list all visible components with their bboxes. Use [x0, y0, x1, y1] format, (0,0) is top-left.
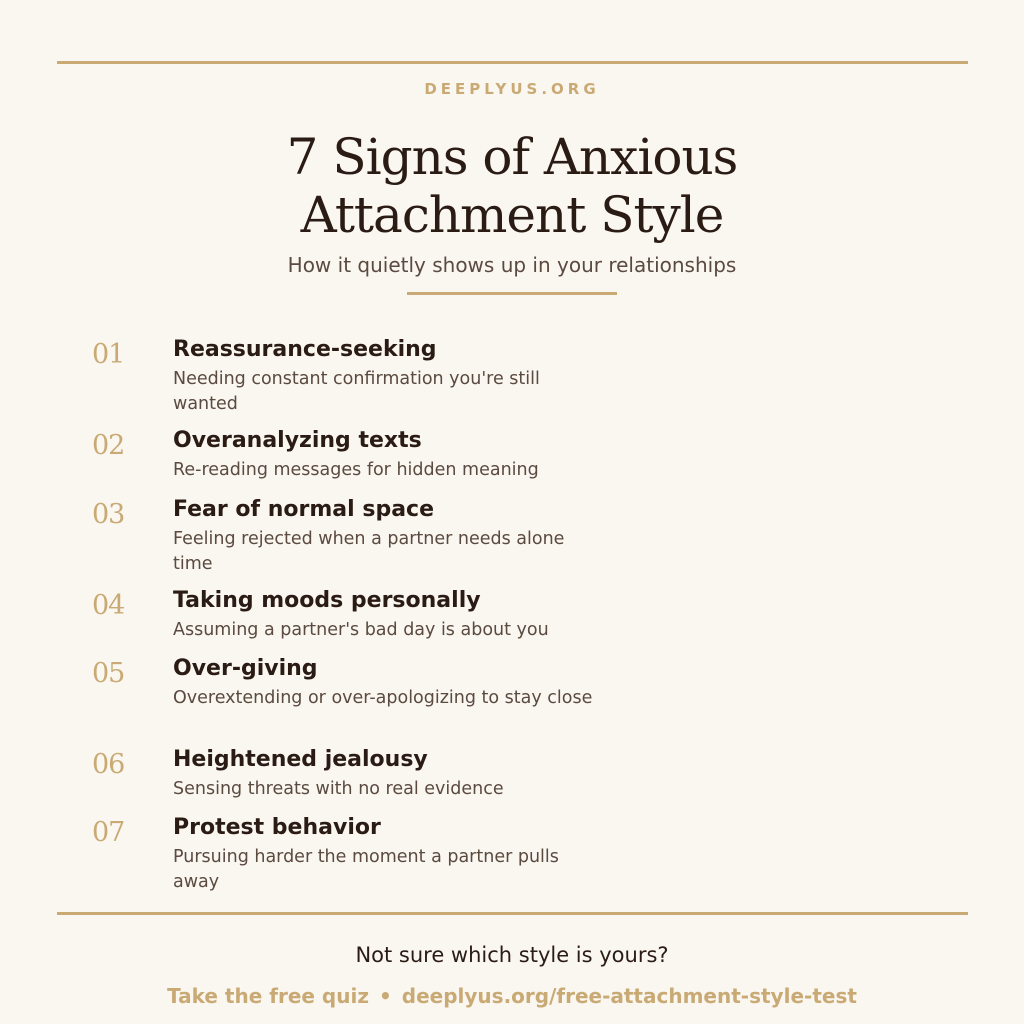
sign-number: 05: [92, 658, 125, 689]
title-line-2: Attachment Style: [300, 186, 724, 244]
sign-description: Pursuing harder the moment a partner pulls away: [173, 847, 559, 892]
bottom-divider: [57, 912, 968, 915]
bullet-separator: •: [378, 984, 392, 1008]
footer-question: Not sure which style is yours?: [355, 943, 669, 967]
sign-number: 07: [92, 817, 125, 848]
sign-number: 01: [92, 339, 125, 370]
title-line-1: 7 Signs of Anxious: [286, 128, 738, 186]
sign-description: Overextending or over-apologizing to stay close: [173, 688, 593, 708]
page-title: [112, 128, 912, 244]
sign-description: Assuming a partner's bad day is about you: [173, 620, 549, 640]
sign-number: 06: [92, 749, 125, 780]
sign-heading: Over-giving: [173, 656, 318, 681]
sign-heading: Reassurance-seeking: [173, 337, 437, 362]
quiz-url-link[interactable]: deeplyus.org/free-attachment-style-test: [401, 984, 857, 1008]
sign-description: Sensing threats with no real evidence: [173, 779, 504, 799]
quiz-link[interactable]: Take the free quiz: [167, 984, 369, 1008]
sign-number: 04: [92, 590, 125, 621]
sign-description: Feeling rejected when a partner needs alone time: [173, 529, 565, 574]
sign-number: 03: [92, 499, 125, 530]
top-divider: [57, 61, 968, 64]
sign-number: 02: [92, 430, 125, 461]
brand-name: DEEPLYUS.ORG: [424, 80, 600, 98]
sign-heading: Fear of normal space: [173, 497, 435, 522]
title-underline: [407, 292, 617, 295]
sign-heading: Overanalyzing texts: [173, 428, 422, 453]
page-subtitle: How it quietly shows up in your relationships: [287, 253, 737, 277]
sign-description: Needing constant confirmation you're still wanted: [173, 369, 540, 414]
sign-heading: Taking moods personally: [173, 588, 481, 613]
sign-heading: Heightened jealousy: [173, 747, 428, 772]
sign-description: Re-reading messages for hidden meaning: [173, 460, 539, 480]
sign-heading: Protest behavior: [173, 815, 381, 840]
footer-cta: [0, 984, 1024, 1008]
